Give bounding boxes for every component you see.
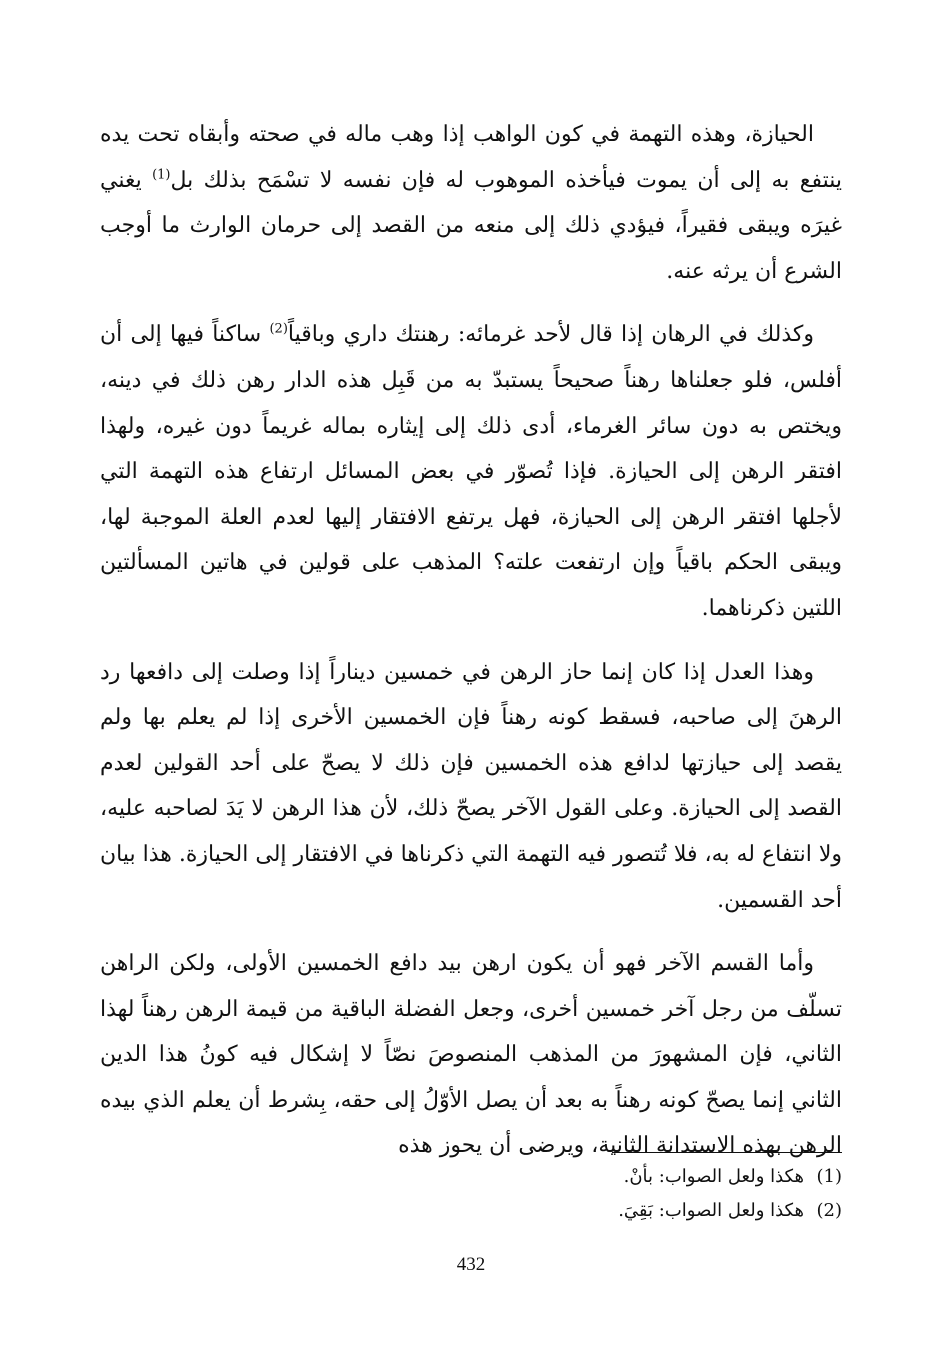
footnote-1-text: هكذا ولعل الصواب: بأنْ. <box>623 1166 804 1187</box>
paragraph-2 <box>100 312 842 631</box>
page-number: 432 <box>456 1254 486 1275</box>
footnote-divider <box>612 1152 842 1153</box>
paragraph-1-text-b: يغني غيرَه ويبقى فقيراً، فيؤدي ذلك إلى منعه من القصد إلى حرمان الوارث ما أوجب الشرع أن يرثه عنه. <box>100 167 842 284</box>
footnote-ref-2: (2) <box>269 322 288 338</box>
paragraph-3 <box>100 650 842 924</box>
paragraph-1-text-a: الحيازة، وهذه التهمة في كون الواهب إذا وهب ماله في صحته وأبقاه تحت يده ينتفع به إلى أن يموت فيأخذه الموهوب له فإن نفسه لا تسْمَح بذلك بل <box>100 122 842 193</box>
footnote-ref-1: (1) <box>152 167 171 183</box>
paragraph-1 <box>100 112 842 294</box>
paragraph-2-text-a: وكذلك في الرهان إذا قال لأحد غرمائه: رهنتك داري وباقياً <box>287 322 814 348</box>
footnotes <box>400 1160 842 1228</box>
footnote-2-number: (2) <box>816 1200 842 1221</box>
paragraph-4-text: وأما القسم الآخر فهو أن يكون ارهن بيد دافع الخمسين الأولى، ولكن الراهن تسلّف من رجل آخر خمسين أخرى، وجعل الفضلة الباقية من قيمة الرهن رهناً لهذا الثاني، فإن المشهورَ من المذهب المنصوصَ نصّاً لا إشكال فيه كونُ هذا الدين الثاني إنما يصحّ كونه رهناً به بعد أن يصل الأوّلُ إلى حقه، بِشرط أن يعلم الذي بيده الرهن بهذه الاستدانة الثانية، ويرضى أن يحوز هذه <box>100 951 842 1159</box>
footnote-1 <box>400 1160 842 1194</box>
footnote-2 <box>400 1194 842 1228</box>
main-text <box>100 112 842 1187</box>
footnote-1-number: (1) <box>816 1166 842 1187</box>
paragraph-4 <box>100 941 842 1169</box>
paragraph-2-text-b: ساكناً فيها إلى أن أفلس، فلو جعلناها رهناً صحيحاً يستبدّ به من قَبِل هذه الدار رهن ذلك في دينه، ويختص به دون سائر الغرماء، أدى ذلك إلى إيثاره بماله غريماً دون غيره، ولهذا افتقر الرهن إلى الحيازة. فإذا تُصوّر في بعض المسائل ارتفاع هذه التهمة التي لأجلها افتقر الرهن إلى الحيازة، فهل يرتفع الافتقار إليها لعدم العلة الموجبة لها، ويبقى الحكم باقياً وإن ارتفعت علته؟ المذهب على قولين في هاتين المسألتين اللتين ذكرناهما. <box>100 322 842 621</box>
paragraph-3-text: وهذا العدل إذا كان إنما حاز الرهن في خمسين ديناراً إذا وصلت إلى دافعها رد الرهنَ إلى صاحبه، فسقط كونه رهناً فإن الخمسين الأخرى إذا لم يعلم بها ولم يقصد إلى حيازتها لدافع هذه الخمسين فإن ذلك لا يصحّ على أحد القولين لعدم القصد إلى الحيازة. وعلى القول الآخر يصحّ ذلك، لأن هذا الرهن لا يَدَ لصاحبه عليه، ولا انتفاع له به، فلا تُتصور فيه التهمة التي ذكرناها في الافتقار إلى الحيازة. هذا بيان أحد القسمين. <box>100 659 842 913</box>
footnote-2-text: هكذا ولعل الصواب: بَقِيَ. <box>618 1200 804 1221</box>
